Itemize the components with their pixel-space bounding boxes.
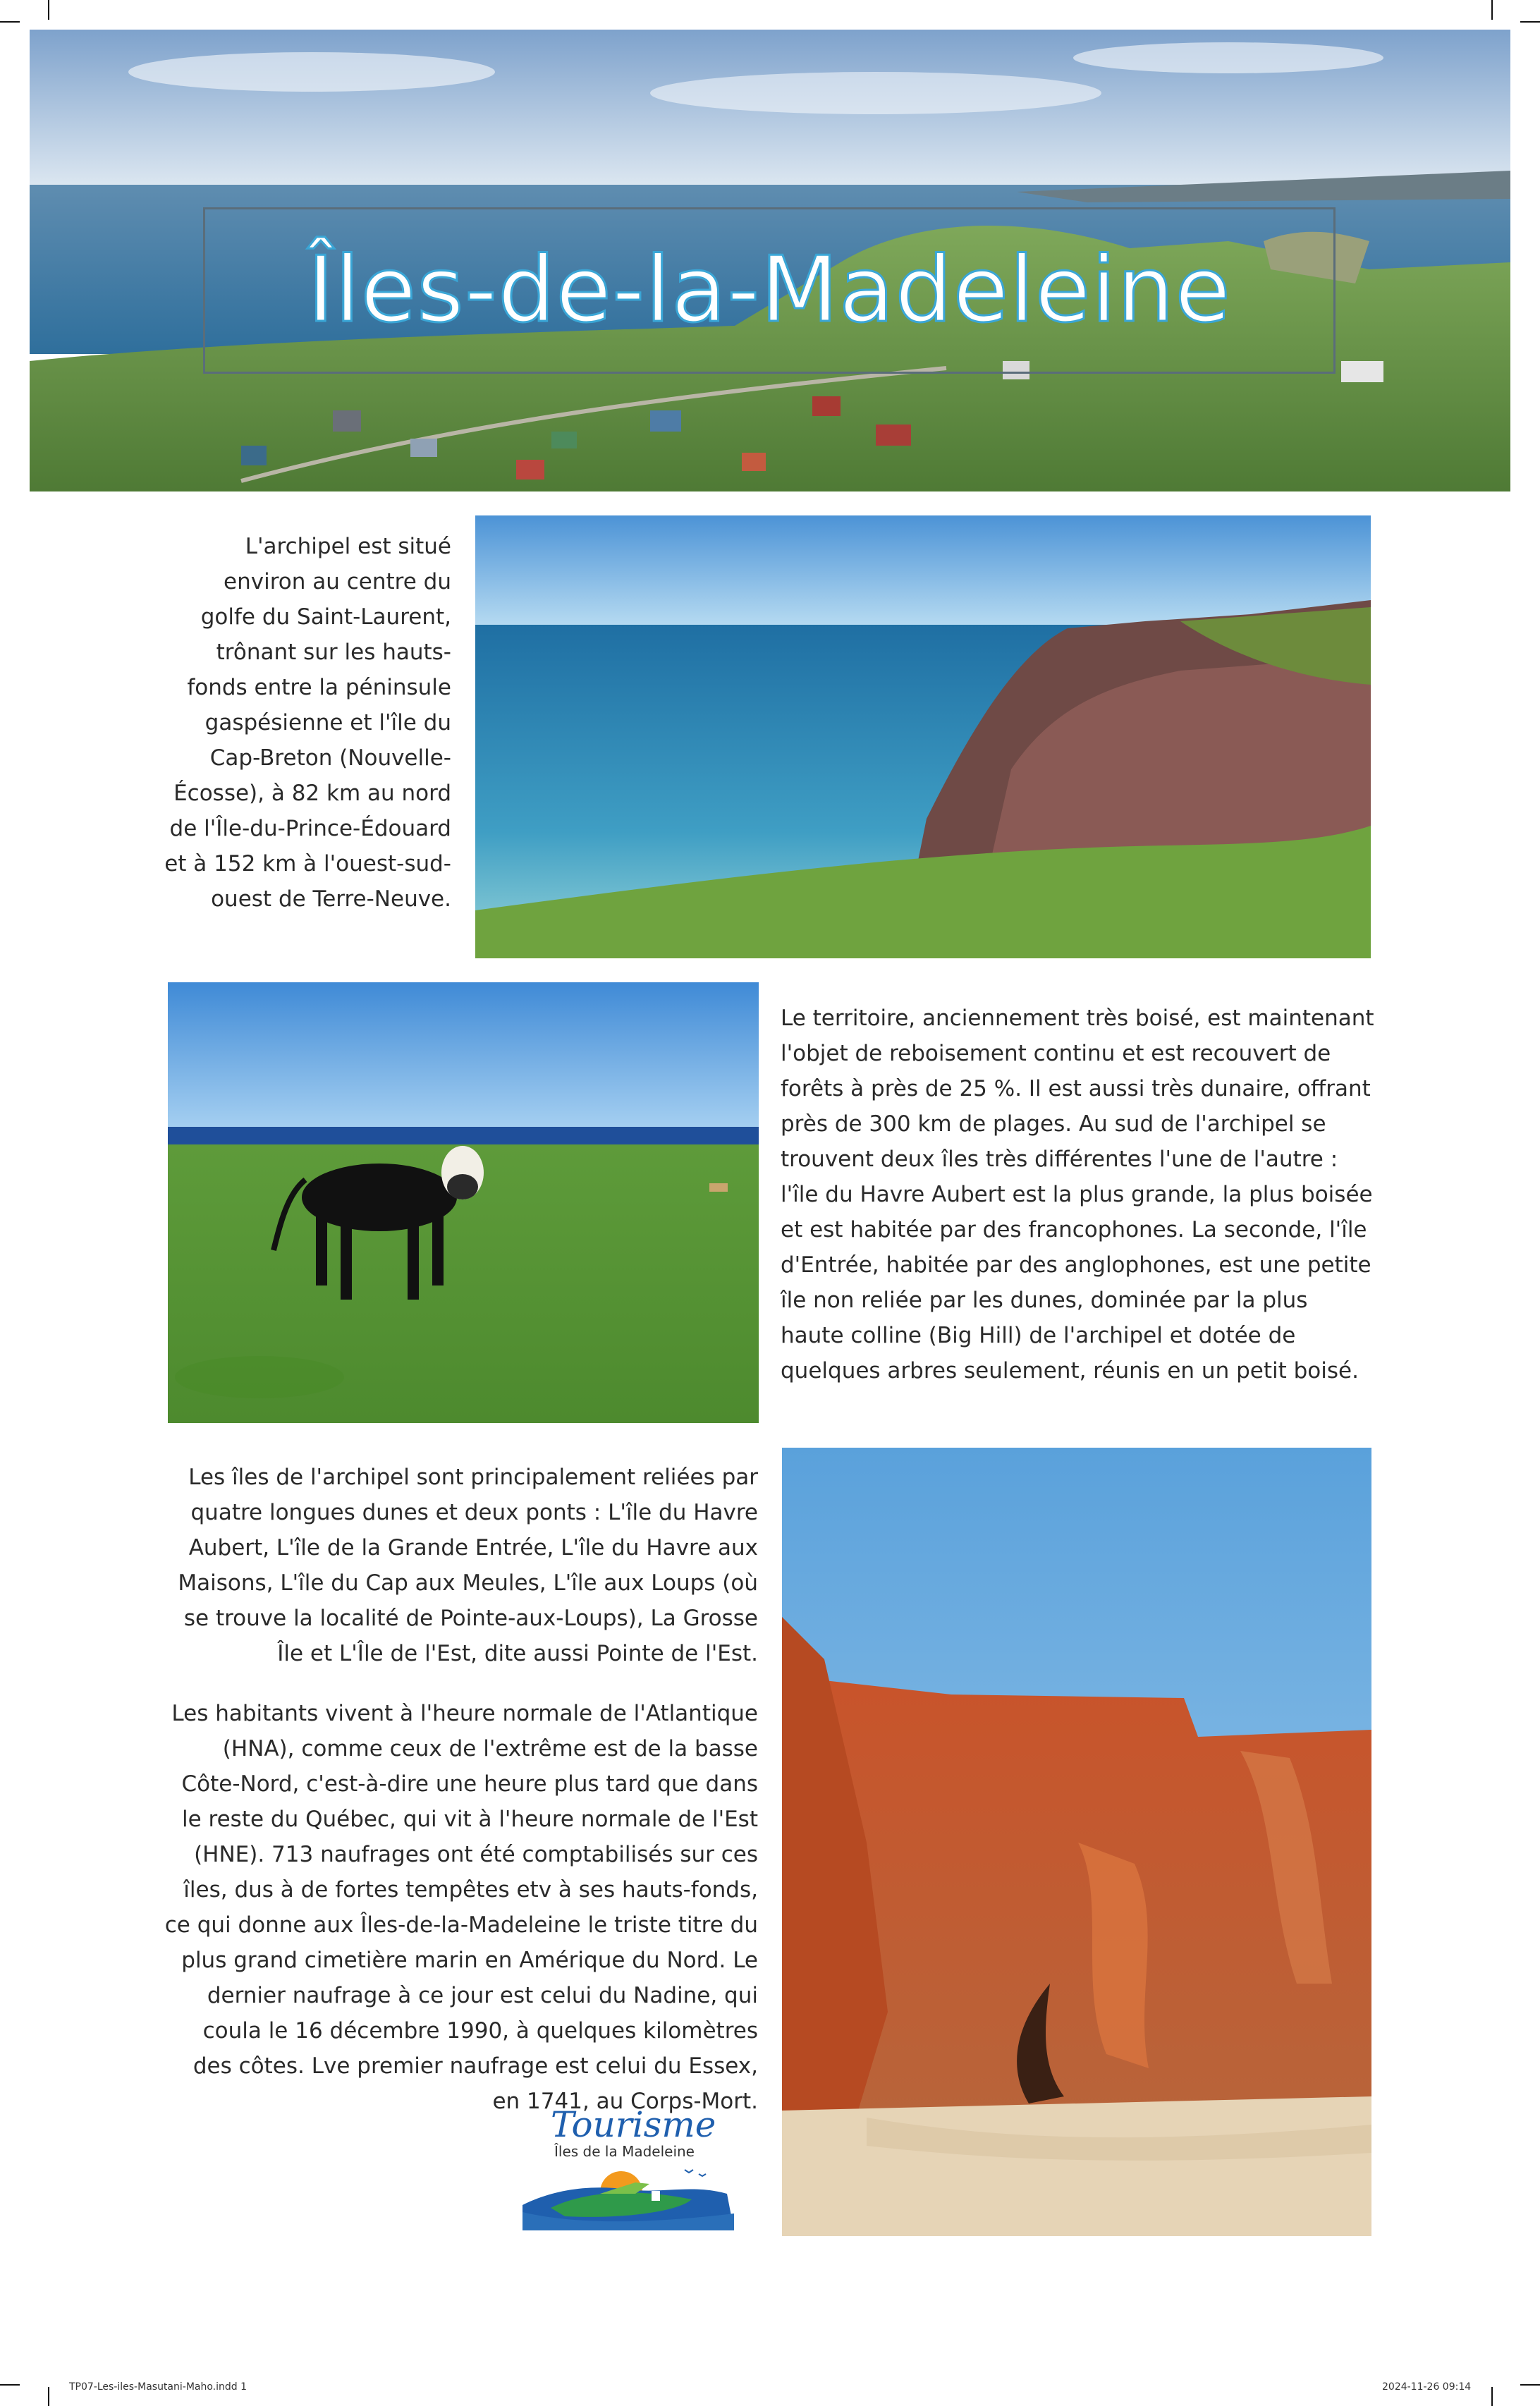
red-cliff-photo xyxy=(782,1448,1371,2236)
crop-mark xyxy=(0,2384,20,2386)
time-paragraph: Les habitants vivent à l'heure normale de l'Atlantique (HNA), comme ceux de l'extrême est de la basse Côte-Nord, c'est-à-dire une heure plus tard que dans le reste du Québec, qui vit à l'heure normale de l'Est (HNE). 713 naufrages ont été comptabilisés sur ces îles, dus à de fortes tempêtes etv à ses hauts-fonds, ce qui donne aux Îles-de-la-Madeleine le triste titre du plus grand cimetière marin en Amérique du Nord. Le dernier naufrage à ce jour est celui du Nadine, qui coula le 16 décembre 1990, à quelques kilomètres des côtes. Lve premier naufrage est celui du Essex, en 1741, au Corps-Mort. xyxy=(164,1701,758,2114)
crop-mark xyxy=(1520,21,1540,23)
logo-wordmark: Tourisme xyxy=(551,2104,716,2145)
crop-mark xyxy=(48,0,49,20)
footer-date: 2024-11-26 09:14 xyxy=(1382,2381,1472,2393)
intro-paragraph: L'archipel est situé environ au centre du golfe du Saint-Laurent, trônant sur les hauts-fonds entre la péninsule gaspésienne et l'île du Cap-Breton (Nouvelle-Écosse), à 82 km au nord de l'Île-du-Prince-Édouard et à 152 km à l'ouest-sud-ouest de Terre-Neuve. xyxy=(164,534,451,912)
crop-mark xyxy=(0,21,20,23)
islands-paragraph: Les îles de l'archipel sont principalement reliées par quatre longues dunes et deux ponts : L'île du Havre Aubert, L'île de la Grande Entrée, L'île du Havre aux Maisons, L'île du Cap aux Meules, L'île aux Loups (où se trouve la localité de Pointe-aux-Loups), La Grosse Île et L'Île de l'Est, dite aussi Pointe de l'Est. xyxy=(178,1465,758,1666)
crop-mark xyxy=(1520,2384,1540,2386)
tourisme-logo xyxy=(522,2105,734,2246)
page-title: Îles-de-la-Madeleine xyxy=(307,238,1231,343)
title-box xyxy=(203,207,1336,374)
sunset-island-logo-icon xyxy=(522,2163,734,2230)
crop-mark xyxy=(1491,2387,1493,2406)
cliff-photo xyxy=(475,515,1371,958)
territory-paragraph: Le territoire, anciennement très boisé, est maintenant l'objet de reboisement continu et est recouvert de forêts à près de 25 %. Il est aussi très dunaire, offrant près de 300 km de plages. Au sud de l'archipel se trouvent deux îles très différentes l'une de l'autre : l'île du Havre Aubert est la plus grande, la plus boisée et est habitée par des francophones. La seconde, l'île d'Entrée, habitée par des anglophones, est une petite île non reliée par les dunes, dominée par la plus haute colline (Big Hill) de l'archipel et dotée de quelques arbres seulement, réunis en un petit boisé. xyxy=(781,1006,1374,1384)
crop-mark xyxy=(1491,0,1493,20)
logo-subtitle: Îles de la Madeleine xyxy=(554,2143,695,2160)
footer-filename: TP07-Les-iles-Masutani-Maho.indd 1 xyxy=(69,2381,248,2393)
crop-mark xyxy=(48,2387,49,2406)
cow-photo xyxy=(168,982,759,1423)
